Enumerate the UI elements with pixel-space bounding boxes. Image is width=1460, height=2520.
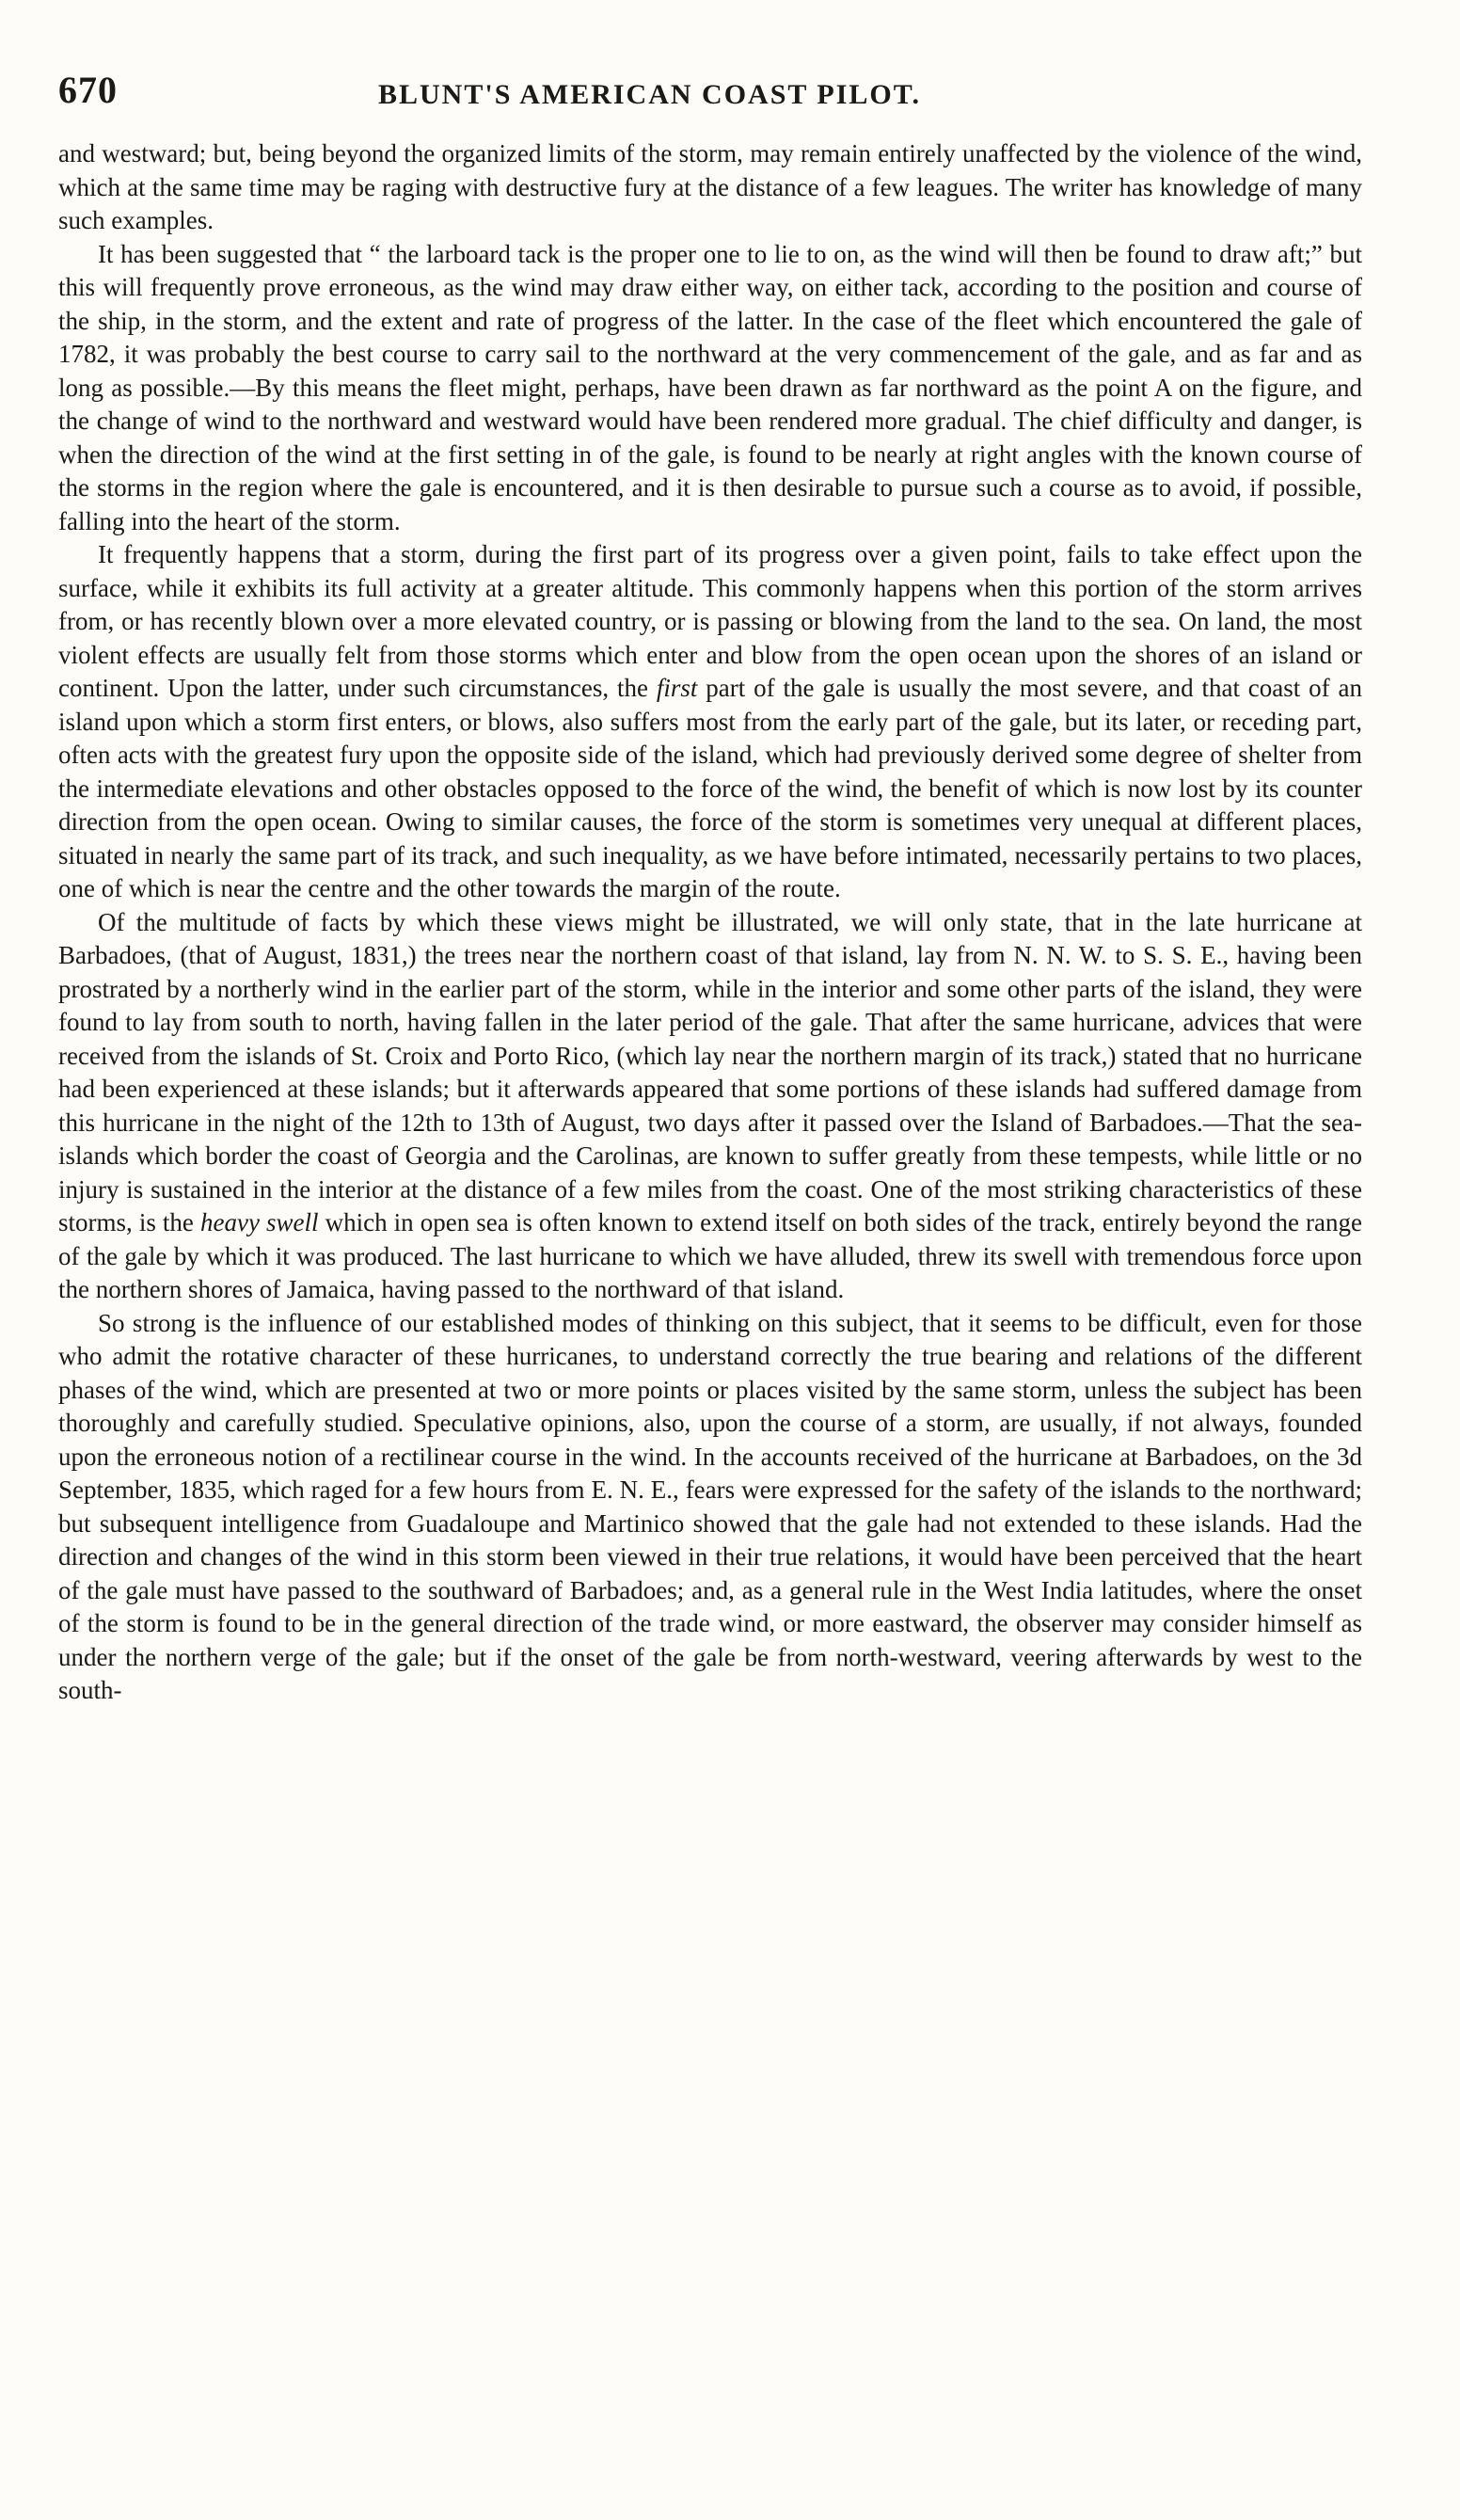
body-text [58,137,1362,1708]
paragraph-1: and westward; but, being beyond the organized limits of the storm, may remain entirely unaffected by the violence of the wind, which at the same time may be raging with destructive fury at the distance of a few leagues. The writer has knowledge of many such examples. [58,139,1362,234]
paragraph-3-text-a: It frequently happens that a storm, during the first part of its progress over a given point, fails to take effect upon the surface, while it exhibits its full activity at a greater altitude. This commonly happens when this portion of the storm arrives from, or has recently blown over a more elevated country, or is passing or blowing from the land to the sea. On land, the most violent effects are usually felt from those storms which enter and blow from the open ocean upon the shores of an island or continent. Upon the latter, under such circumstances, the [58,540,1362,702]
paragraph-3-text-b: part of the gale is usually the most severe, and that coast of an island upon which a storm first enters, or blows, also suffers most from the early part of the gale, but its later, or receding part, often acts with the greatest fury upon the opposite side of the island, which had previously derived some degree of shelter from the intermediate elevations and other obstacles opposed to the force of the wind, the benefit of which is now lost by its counter direction from the open ocean. Owing to similar causes, the force of the storm is sometimes very unequal at different places, situated in nearly the same part of its track, and such inequality, as we have before intimated, necessarily pertains to two places, one of which is near the centre and the other towards the margin of the route. [58,674,1362,902]
page-number: 670 [58,69,118,111]
paragraph-4 [58,906,1362,1307]
running-head [58,68,1362,120]
paragraph-2: It has been suggested that “ the larboard tack is the proper one to lie to on, as the wind will then be found to draw aft;” but this will frequently prove erroneous, as the wind may draw either way, on either tack, according to the position and course of the ship, in the storm, and the extent and rate of progress of the latter. In the case of the fleet which encountered the gale of 1782, it was probably the best course to carry sail to the northward at the very commencement of the gale, and as far and as long as possible.—By this means the fleet might, perhaps, have been drawn as far northward as the point A on the figure, and the change of wind to the northward and westward would have been rendered more gradual. The chief difficulty and danger, is when the direction of the wind at the first setting in of the gale, is found to be nearly at right angles with the known course of the storms in the region where the gale is encountered, and it is then desirable to pursue such a course as to avoid, if possible, falling into the heart of the storm. [58,239,1362,535]
paragraph-4-italic: heavy swell [199,1208,319,1236]
paragraph-3-italic: first [656,674,698,702]
paragraph-5: So strong is the influence of our established modes of thinking on this subject, that it seems to be difficult, even for those who admit the rotative character of these hurricanes, to understand correctly the true bearing and relations of the different phases of the wind, which are presented at two or more points or places visited by the same storm, unless the subject has been thoroughly and carefully studied. Speculative opinions, also, upon the course of a storm, are usually, if not always, founded upon the erroneous notion of a rectilinear course in the wind. In the accounts received of the hurricane at Barbadoes, on the 3d September, 1835, which raged for a few hours from E. N. E., fears were expressed for the safety of the islands to the northward; but subsequent intelligence from Guadaloupe and Martinico showed that the gale had not extended to these islands. Had the direction and changes of the wind in this storm been viewed in their true relations, it would have been perceived that the heart of the gale must have passed to the southward of Barbadoes; and, as a general rule in the West India latitudes, where the onset of the storm is found to be in the general direction of the trade wind, or more eastward, the observer may consider himself as under the northern verge of the gale; but if the onset of the gale be from north-westward, veering afterwards by west to the south- [58,1308,1362,1704]
paragraph-4-text-b: which in open sea is often known to extend itself on both sides of the track, entirely beyond the range of the gale by which it was produced. The last hurricane to which we have alluded, threw its swell with tremendous force upon the northern shores of Jamaica, having passed to the northward of that island. [58,1208,1362,1303]
paragraph-4-text-a: Of the multitude of facts by which these views might be illustrated, we will only state, that in the late hurricane at Barbadoes, (that of August, 1831,) the trees near the northern coast of that island, lay from N. N. W. to S. S. E., having been prostrated by a northerly wind in the earlier part of the storm, while in the interior and some other parts of the island, they were found to lay from south to north, having fallen in the later period of the gale. That after the same hurricane, advices that were received from the islands of St. Croix and Porto Rico, (which lay near the northern margin of its track,) stated that no hurricane had been experienced at these islands; but it afterwards appeared that some portions of these islands had suffered damage from this hurricane in the night of the 12th to 13th of August, two days after it passed over the Island of Barbadoes.—That the sea-islands which border the coast of Georgia and the Carolinas, are known to suffer greatly from these tempests, while little or no injury is sustained in the interior at the distance of a few miles from the coast. One of the most striking characteristics of these storms, is the [58,907,1362,1236]
running-title: BLUNT'S AMERICAN COAST PILOT. [378,79,921,110]
paragraph-3 [58,538,1362,906]
